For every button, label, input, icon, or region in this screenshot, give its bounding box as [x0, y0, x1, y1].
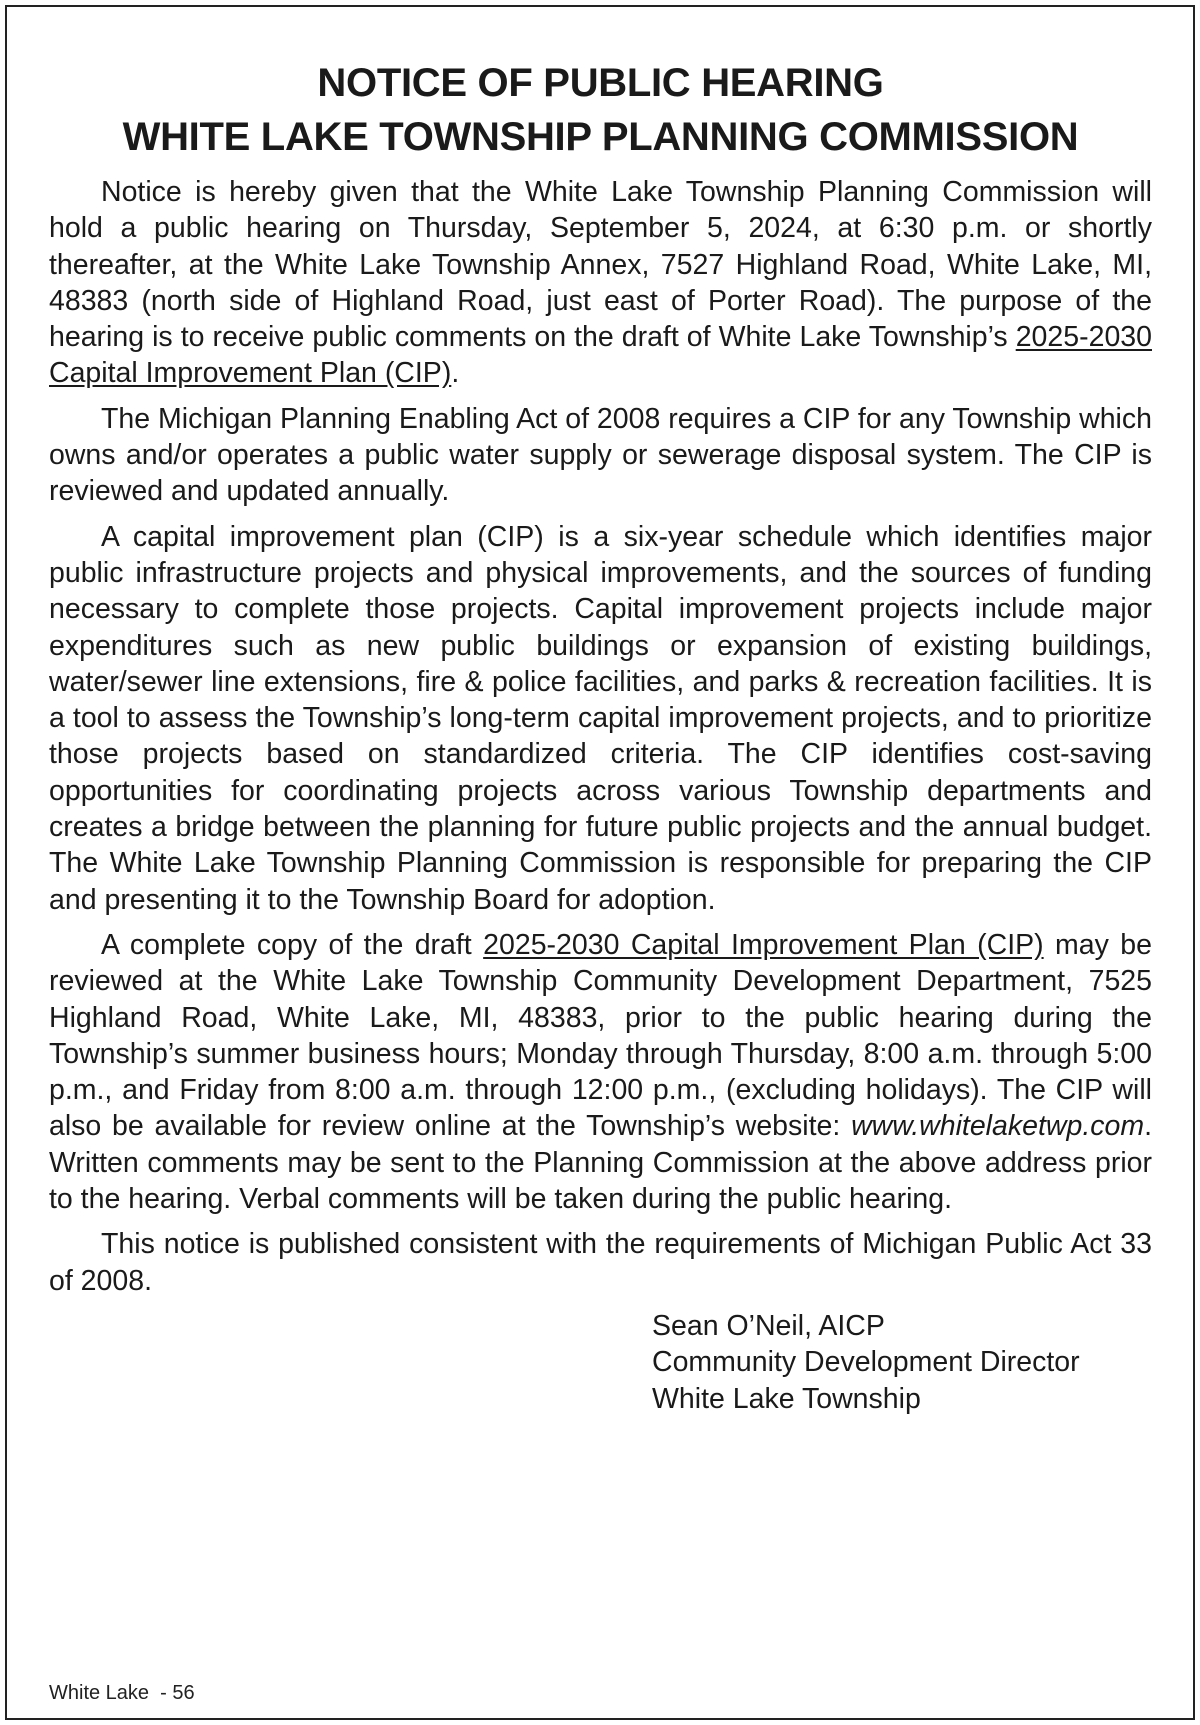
notice-title: [49, 56, 1152, 164]
paragraph-1-text: Notice is hereby given that the White Lake Township Planning Commission will hold a public hearing on Thursday, September 5, 2024, at 6:30 p.m. or shortly thereafter, at the White Lake Township Annex, 7527 Highland Road, White Lake, MI, 48383 (north side of Highland Road, just east of Porter Road). The purpose of the hearing is to receive public comments on the draft of White Lake Township’s: [49, 176, 1152, 354]
paragraph-1-tail: .: [451, 357, 460, 390]
title-line-1: NOTICE OF PUBLIC HEARING: [317, 61, 884, 105]
paragraph-4-lead: A complete copy of the draft: [101, 928, 484, 961]
paragraph-cip-definition: A capital improvement plan (CIP) is a six-year schedule which identifies major public infrastructure projects and physical improvements, and the sources of funding necessary to complete those projects. Capital improvement projects include major expenditures such as new public buildings or expansion of existing buildings, water/sewer line extensions, fire & police facilities, and parks & recreation facilities. It is a tool to assess the Township’s long-term capital improvement projects, and to prioritize those projects based on standardized criteria. The CIP identifies cost-saving opportunities for coordinating projects across various Township departments and creates a bridge between the planning for future public projects and the annual budget. The White Lake Township Planning Commission is responsible for preparing the CIP and presenting it to the Township Board for adoption.: [49, 520, 1152, 916]
cip-title-reference: 2025-2030 Capital Improvement Plan (CIP): [49, 321, 1152, 390]
paragraph-publication-note: This notice is published consistent with the requirements of Michigan Public Act 33 of 2008.: [49, 1228, 1152, 1297]
signatory-organization: White Lake Township: [652, 1382, 921, 1415]
cip-title-reference-2: 2025-2030 Capital Improvement Plan (CIP): [483, 928, 1044, 961]
signatory-position: Community Development Director: [652, 1346, 1080, 1379]
paragraph-hearing-details: [49, 174, 1152, 392]
paragraph-4-middle: may be reviewed at the White Lake Township Community Development Department, 7525 Highland Road, White Lake, MI, 48383, prior to the public hearing during the Township’s summer business hours; Monday through Thursday, 8:00 a.m. through 5:00 p.m., and Friday from 8:00 a.m. through 12:00 p.m., (excluding holidays). The CIP will also be available for review online at the Township’s website:: [49, 928, 1152, 1143]
signatory-name: Sean O’Neil, AICP: [652, 1309, 885, 1342]
paragraph-review-info: [49, 927, 1152, 1217]
notice-body: [49, 174, 1152, 1299]
paragraph-4-tail: . Written comments may be sent to the Planning Commission at the above address prior to the hearing. Verbal comments will be taken during the public hearing.: [49, 1110, 1152, 1216]
paragraph-enabling-act: The Michigan Planning Enabling Act of 2008 requires a CIP for any Township which owns and/or operates a public water supply or sewerage disposal system. The CIP is reviewed and updated annually.: [49, 402, 1152, 508]
notice-content: [49, 56, 1152, 1417]
signature-block: [652, 1308, 1152, 1417]
township-website: www.whitelaketwp.com: [851, 1110, 1145, 1143]
title-line-2: WHITE LAKE TOWNSHIP PLANNING COMMISSION: [122, 115, 1079, 159]
page-footer: White Lake - 56: [49, 1682, 195, 1704]
